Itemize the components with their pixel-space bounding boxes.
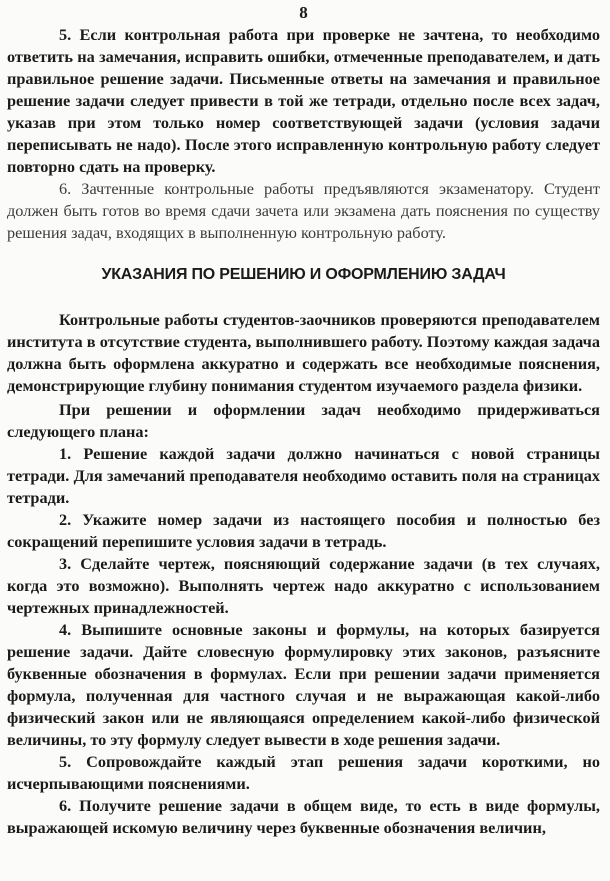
plan-item-1: 1. Решение каждой задачи должно начинаться с новой страницы тетради. Для замечаний преподавателя необходимо оставить поля на страницах тетради. [7, 444, 600, 507]
page-number: 8 [299, 3, 308, 22]
plan-item-3: 3. Сделайте чертеж, поясняющий содержание задачи (в тех случаях, когда это возможно). Выполнять чертеж надо аккуратно с использованием чертежных принадлежностей. [7, 554, 600, 617]
paragraph-intro: Контрольные работы студентов-заочников проверяются преподавателем института в отсутствие студента, выполнившего работу. Поэтому каждая задача должна быть оформлена аккуратно и содержать все необходимые пояснения, демонстрирующие глубину понимания студентом изучаемого раздела физики. [7, 310, 600, 395]
section-heading: УКАЗАНИЯ ПО РЕШЕНИЮ И ОФОРМЛЕНИЮ ЗАДАЧ [101, 266, 506, 283]
plan-item-6: 6. Получите решение задачи в общем виде, то есть в виде формулы, выражающей искомую величину через буквенные обозначения величин, [7, 796, 600, 837]
paragraph-resubmission: 5. Если контрольная работа при проверке не зачтена, то необходимо ответить на замечания, исправить ошибки, отмеченные преподавателем, и дать правильное решение задачи. Письменные ответы на замечания и правильное решение задачи следует привести в той же тетради, отдельно после всех задач, указав при этом только номер соответствующей задачи (условия задачи переписывать не надо). После этого исправленную контрольную работу следует повторно сдать на проверку. [7, 25, 600, 176]
paragraph-plan-lead: При решении и оформлении задач необходимо придерживаться следующего плана: [7, 400, 600, 441]
plan-item-2: 2. Укажите номер задачи из настоящего пособия и полностью без сокращений перепишите условия задачи в тетрадь. [7, 510, 600, 551]
paragraph-exam: 6. Зачтенные контрольные работы предъявляются экзаменатору. Студент должен быть готов во время сдачи зачета или экзамена дать пояснения по существу решения задач, входящих в выполненную контрольную работу. [7, 179, 600, 242]
plan-item-5: 5. Сопровождайте каждый этап решения задачи короткими, но исчерпывающими пояснениями. [7, 752, 600, 793]
plan-item-4: 4. Выпишите основные законы и формулы, на которых базируется решение задачи. Дайте словесную формулировку этих законов, разъясните буквенные обозначения в формулах. Если при решении задачи применяется формула, полученная для частного случая и не выражающая какой-либо физический закон или не являющаяся определением какой-либо физической величины, то эту формулу следует вывести в ходе решения задачи. [7, 620, 600, 749]
